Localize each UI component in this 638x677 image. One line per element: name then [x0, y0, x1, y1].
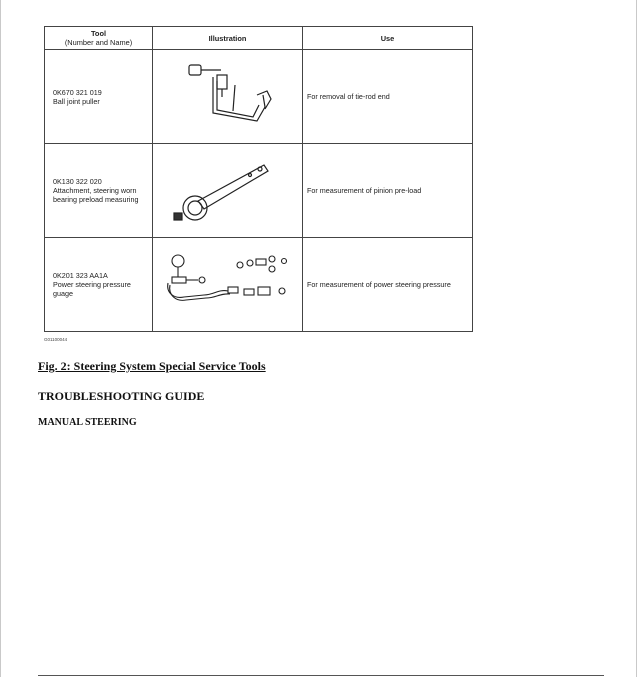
table-row: [45, 50, 473, 144]
tool-cell: [45, 144, 153, 238]
tool-name-continued: bearing preload measuring: [53, 195, 139, 204]
use-cell: For measurement of power steering pressure: [303, 238, 473, 332]
special-tools-table: [44, 26, 473, 332]
tool-header-line2: (Number and Name): [64, 38, 133, 47]
page-border-right: [636, 0, 637, 677]
tool-cell: [45, 238, 153, 332]
tool-column-header: [45, 27, 153, 50]
section-heading: TROUBLESHOOTING GUIDE: [38, 389, 205, 403]
use-cell: For measurement of pinion pre-load: [303, 144, 473, 238]
tool-header-line1: Tool: [90, 29, 107, 38]
illustration-cell: [153, 144, 303, 238]
table-row: [45, 144, 473, 238]
illustration-cell: [153, 50, 303, 144]
pressure-gauge-icon: [158, 249, 298, 321]
subsection-heading: MANUAL STEERING: [38, 417, 137, 428]
tool-number: 0K130 322 020: [53, 177, 102, 186]
table-header-row: [45, 27, 473, 50]
illustration-column-header: Illustration: [153, 27, 303, 50]
tool-name: Ball joint puller: [53, 96, 100, 106]
tool-number: 0K670 321 019: [53, 87, 102, 97]
tool-name-continued: guage: [53, 289, 73, 298]
use-cell: For removal of tie-rod end: [303, 50, 473, 144]
tool-number: 0K201 323 AA1A: [53, 271, 108, 280]
table-row: [45, 238, 473, 332]
use-column-header: Use: [303, 27, 473, 50]
bottom-rule: [38, 675, 604, 676]
ball-joint-puller-icon: [173, 55, 283, 139]
figure-caption: Fig. 2: Steering System Special Service Tools: [38, 359, 266, 373]
special-tools-figure: [40, 26, 474, 344]
page-border-left: [0, 0, 1, 677]
tool-cell: [45, 50, 153, 144]
illustration-cell: [153, 238, 303, 332]
tool-name: Power steering pressure: [53, 280, 131, 289]
preload-wrench-icon: [168, 151, 288, 231]
tool-name: Attachment, steering worn: [53, 186, 137, 195]
figure-code: G01100044: [44, 337, 68, 342]
